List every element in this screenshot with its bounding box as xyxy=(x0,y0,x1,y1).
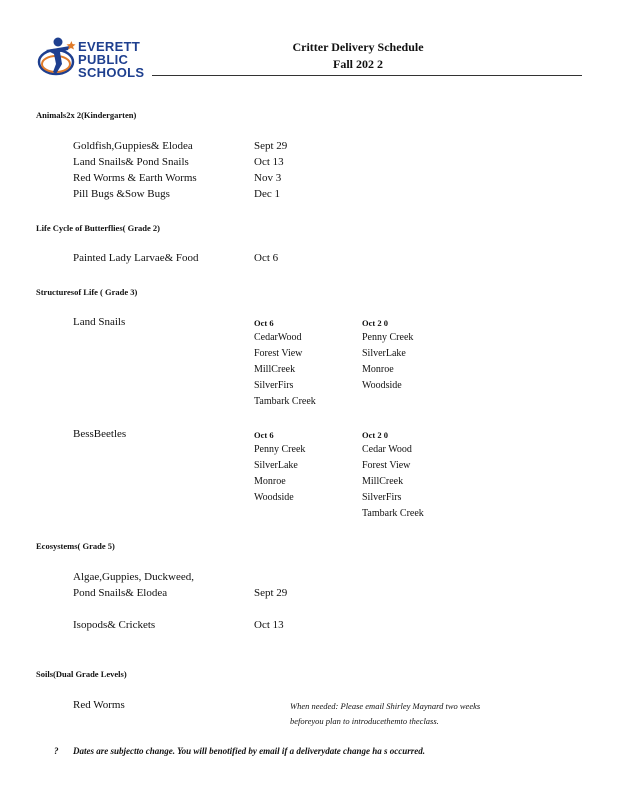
logo-line-3: SCHOOLS xyxy=(78,65,145,80)
school-name: Penny Creek xyxy=(362,332,414,343)
school-name: Woodside xyxy=(362,380,402,391)
school-name: Woodside xyxy=(254,492,294,503)
list-item: Red Worms & Earth Worms xyxy=(73,172,197,184)
header-rule xyxy=(152,75,582,76)
school-name: SilverFirs xyxy=(254,380,294,391)
list-item: Painted Lady Larvae& Food xyxy=(73,252,199,264)
delivery-date: Oct 13 xyxy=(254,619,284,631)
delivery-note: When needed: Please email Shirley Maynard two weeks xyxy=(290,701,481,711)
school-name: SilverLake xyxy=(362,348,406,359)
document-subtitle: Fall 202 2 xyxy=(333,57,383,71)
delivery-date: Oct 6 xyxy=(254,318,274,328)
list-item: Red Worms xyxy=(73,699,125,711)
delivery-date: Oct 2 0 xyxy=(362,318,388,328)
logo-line-1: EVERETT xyxy=(78,39,141,54)
list-item: Land Snails xyxy=(73,316,126,328)
delivery-date: Nov 3 xyxy=(254,172,282,184)
school-name: Forest View xyxy=(362,460,411,471)
delivery-note: beforeyou plan to introducethemto theclass. xyxy=(290,716,439,726)
delivery-date: Oct 6 xyxy=(254,430,274,440)
logo-line-2: PUBLIC xyxy=(78,52,129,67)
list-item: Pill Bugs &Sow Bugs xyxy=(73,188,170,200)
list-item: Isopods& Crickets xyxy=(73,619,156,631)
district-logo xyxy=(36,34,148,82)
document-title: Critter Delivery Schedule xyxy=(292,40,424,54)
section-heading-ecosystems: Ecosystems( Grade 5) xyxy=(36,541,115,551)
list-item: Goldfish,Guppies& Elodea xyxy=(73,140,193,152)
school-name: Tambark Creek xyxy=(362,508,424,519)
school-name: Cedar Wood xyxy=(362,444,412,455)
delivery-date: Oct 6 xyxy=(254,252,279,264)
list-item: Algae,Guppies, Duckweed, xyxy=(73,571,194,583)
school-name: Penny Creek xyxy=(254,444,306,455)
delivery-date: Dec 1 xyxy=(254,188,280,200)
delivery-date: Oct 2 0 xyxy=(362,430,388,440)
school-name: MillCreek xyxy=(254,364,296,375)
section-heading-soils: Soils(Dual Grade Levels) xyxy=(36,669,127,679)
school-name: MillCreek xyxy=(362,476,404,487)
school-name: CedarWood xyxy=(254,332,302,343)
section-heading-butterflies: Life Cycle of Butterflies( Grade 2) xyxy=(36,223,160,233)
school-name: Tambark Creek xyxy=(254,396,316,407)
delivery-date: Sept 29 xyxy=(254,587,288,599)
delivery-date: Oct 13 xyxy=(254,156,284,168)
footer-bullet: ? xyxy=(54,746,59,756)
school-name: Forest View xyxy=(254,348,303,359)
list-item: Pond Snails& Elodea xyxy=(73,587,168,599)
section-heading-animals: Animals2x 2(Kindergarten) xyxy=(36,110,137,120)
school-name: Monroe xyxy=(254,476,286,487)
school-name: Monroe xyxy=(362,364,394,375)
list-item: BessBeetles xyxy=(73,428,127,440)
list-item: Land Snails& Pond Snails xyxy=(73,156,189,168)
school-name: SilverLake xyxy=(254,460,298,471)
school-name: SilverFirs xyxy=(362,492,402,503)
swoosh-figure-icon xyxy=(36,34,80,82)
delivery-date: Sept 29 xyxy=(254,140,288,152)
section-heading-structures: Structuresof Life ( Grade 3) xyxy=(36,287,138,297)
footer-disclaimer: Dates are subjectto change. You will benotified by email if a deliverydate change ha s occurred. xyxy=(73,746,426,756)
